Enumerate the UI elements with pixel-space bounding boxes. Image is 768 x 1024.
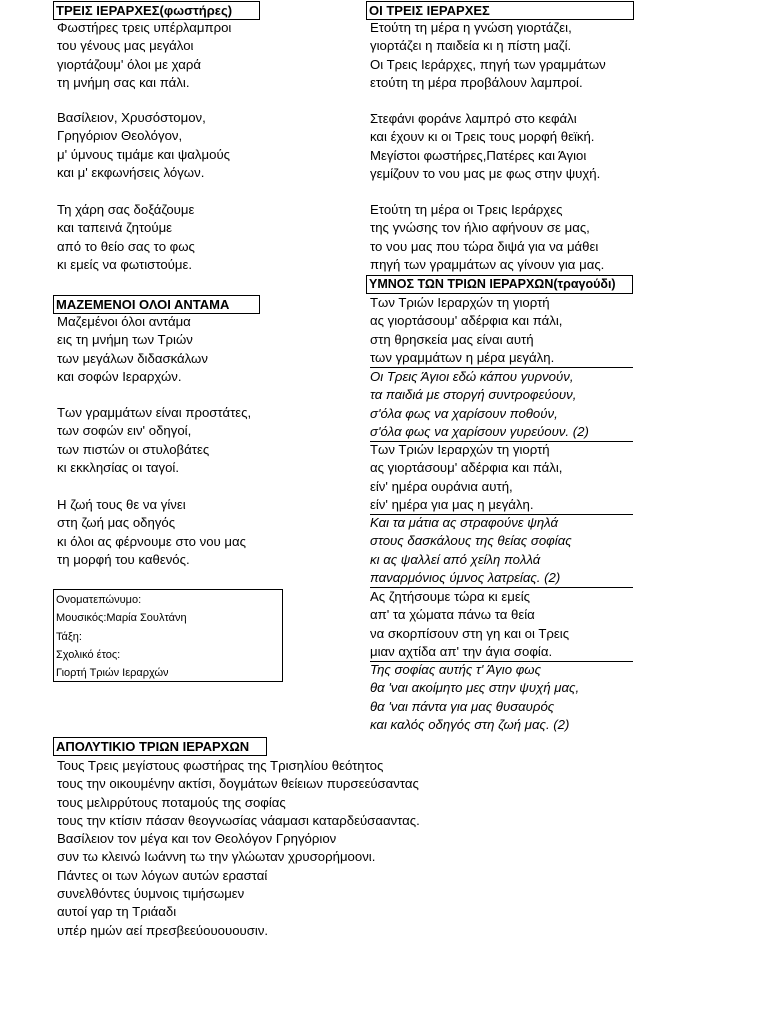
hymn-refrain-2	[370, 514, 633, 588]
verse-line: στη θρησκεία μας είναι αυτή	[370, 331, 534, 347]
verse-line: Γρηγόριον Θεολόγον,	[57, 128, 183, 144]
apolytikio-line: Πάντες οι των λόγων αυτών ερασταί	[57, 867, 268, 883]
verse-line: τη μορφή του καθενός.	[57, 551, 190, 567]
verse-line: Τη χάρη σας δοξάζουμε	[57, 202, 195, 217]
left-stanza-5	[57, 404, 251, 477]
verse-line: κι εμείς να φωτιστούμε.	[57, 256, 193, 272]
event-label: Γιορτή Τριών Ιεραρχών	[56, 667, 169, 680]
left-stanza-3	[57, 201, 195, 274]
verse-line: των μεγάλων διδασκάλων	[57, 350, 208, 366]
verse-line: κι όλοι ας φέρνουμε στο νου μας	[57, 533, 246, 549]
apolytikio-line: τους μελιρρύτους ποταμούς της σοφίας	[57, 794, 286, 810]
verse-line: απ' τα χώματα πάνω τα θεία	[370, 607, 535, 623]
verse-line: των πιστών οι στυλοβάτες	[57, 441, 210, 457]
title-ymnos-ton-trion-ierarxon: ΥΜΝΟΣ ΤΩΝ ΤΡΙΩΝ ΙΕΡΑΡΧΩΝ(τραγούδι)	[366, 275, 633, 294]
refrain-line: στους δασκάλους της θείας σοφίας	[370, 533, 572, 549]
left-stanza-1	[57, 19, 231, 92]
verse-line: πηγή των γραμμάτων ας γίνουν για μας.	[370, 256, 605, 272]
refrain-line: σ'όλα φως να χαρίσουν ποθούν,	[370, 405, 558, 421]
verse-line: Φωστήρες τρεις υπέρλαμπροι	[57, 20, 232, 35]
left-stanza-4	[57, 313, 208, 386]
hymn-refrain-3	[370, 661, 633, 734]
apolytikio-line: υπέρ ημών αεί πρεσβεεύουουουσιν.	[57, 922, 269, 938]
verse-line: ας γιορτάσουμ' αδέρφια και πάλι,	[370, 460, 563, 476]
verse-line: Η ζωή τους θε να γίνει	[57, 497, 186, 512]
verse-line: των γραμμάτων η μέρα μεγάλη.	[370, 349, 633, 368]
verse-line: Ας ζητήσουμε τώρα κι εμείς	[370, 589, 531, 604]
verse-line: είν' ημέρα ουράνια αυτή,	[370, 478, 513, 494]
verse-line: Μαζεμένοι όλοι αντάμα	[57, 314, 191, 329]
apolytikio-line: αυτοί γαρ τη Τριάαδι	[57, 904, 177, 920]
right-stanza-1	[370, 19, 606, 92]
verse-line: και ταπεινά ζητούμε	[57, 220, 173, 236]
verse-line: στη ζωή μας οδηγός	[57, 515, 176, 531]
verse-line: το νου μας που τώρα διψά για να μάθει	[370, 238, 599, 254]
verse-line: Μεγίστοι φωστήρες,Πατέρες και Άγιοι	[370, 147, 587, 163]
refrain-line: παναρμόνιος ύμνος λατρείας. (2)	[370, 569, 633, 588]
apolytikio-text	[57, 757, 420, 940]
student-info-box	[53, 589, 283, 682]
title-apolytikio: ΑΠΟΛΥΤΙΚΙΟ ΤΡΙΩΝ ΙΕΡΑΡΧΩΝ	[53, 737, 267, 756]
refrain-line: τα παιδιά με στοργή συντροφεύουν,	[370, 387, 577, 403]
verse-line: και έχουν κι οι Τρεις τους μορφή θεϊκή.	[370, 129, 595, 145]
refrain-line: Και τα μάτια ας στραφούνε ψηλά	[370, 515, 559, 530]
verse-line: ας γιορτάσουμ' αδέρφια και πάλι,	[370, 313, 563, 329]
hymn-refrain-1	[370, 368, 633, 442]
verse-line: Στεφάνι φοράνε λαμπρό στο κεφάλι	[370, 111, 577, 126]
verse-line: των σοφών ειν' οδηγοί,	[57, 423, 192, 439]
apolytikio-line: Βασίλειον τον μέγα και τον Θεολόγον Γρηγόριον	[57, 831, 337, 847]
title-mazemenoi-oloi-antama: ΜΑΖΕΜΕΝΟΙ ΟΛΟΙ ΑΝΤΑΜΑ	[53, 295, 260, 314]
title-oi-treis-ierarxes: ΟΙ ΤΡΕΙΣ ΙΕΡΑΡΧΕΣ	[366, 1, 634, 20]
verse-line: της γνώσης τον ήλιο αφήνουν σε μας,	[370, 220, 590, 236]
verse-line: τη μνήμη σας και πάλι.	[57, 74, 190, 90]
verse-line: του γένους μας μεγάλοι	[57, 38, 194, 54]
verse-line: Οι Τρεις Ιεράρχες, πηγή των γραμμάτων	[370, 56, 606, 72]
verse-line: εις τη μνήμη των Τριών	[57, 332, 193, 348]
verse-line: γιορτάζει η παιδεία κι η πίστη μαζί.	[370, 38, 572, 54]
refrain-line: Οι Τρεις Άγιοι εδώ κάπου γυρνούν,	[370, 369, 574, 384]
left-stanza-6	[57, 496, 246, 569]
hymn-verse-1	[370, 294, 633, 368]
verse-line: να σκορπίσουν στη γη και οι Τρεις	[370, 625, 570, 641]
apolytikio-line: συν τω κλεινώ Ιωάννη τω την γλώωταν χρυσορήμοονι.	[57, 849, 376, 865]
refrain-line: θα 'ναι πάντα για μας θυσαυρός	[370, 698, 555, 714]
verse-line: μ' ύμνους τιμάμε και ψαλμούς	[57, 146, 231, 162]
refrain-line: Της σοφίας αυτής τ' Άγιο φως	[370, 662, 541, 677]
apolytikio-line: τους την κτίσιν πάσαν θεογνωσίας νάαμασι καταρδεύσααντας.	[57, 812, 420, 828]
verse-line: κι εκκλησίας οι ταγοί.	[57, 459, 179, 475]
verse-line: γιορτάζουμ' όλοι με χαρά	[57, 56, 201, 72]
verse-line: και σοφών Ιεραρχών.	[57, 368, 182, 384]
refrain-line: σ'όλα φως να χαρίσουν γυρεύουν. (2)	[370, 423, 633, 442]
right-stanza-3	[370, 201, 604, 274]
verse-line: και μ' εκφωνήσεις λόγων.	[57, 164, 205, 180]
verse-line: Βασίλειον, Χρυσόστομον,	[57, 110, 206, 125]
verse-line: Των Τριών Ιεραρχών τη γιορτή	[370, 442, 550, 457]
refrain-line: θα 'ναι ακοίμητο μες στην ψυχή μας,	[370, 680, 580, 696]
refrain-line: και καλός οδηγός στη ζωή μας. (2)	[370, 716, 570, 732]
musician-label: Μουσικός:Μαρία Σουλτάνη	[56, 612, 187, 625]
refrain-line: κι ας ψαλλεί από χείλη πολλά	[370, 551, 541, 567]
verse-line: Των Τριών Ιεραρχών τη γιορτή	[370, 295, 550, 310]
class-field-label: Τάξη:	[56, 630, 82, 643]
verse-line: γεμίζουν το νου μας με φως στην ψυχή.	[370, 165, 601, 181]
apolytikio-line: Τους Τρεις μεγίστους φωστήρας της Τρισηλίου θεότητος	[57, 758, 384, 773]
apolytikio-line: τους την οικουμένην ακτίσι, δογμάτων θείειων πυρσεεύσαντας	[57, 776, 419, 792]
verse-line: Ετούτη τη μέρα οι Τρεις Ιεράρχες	[370, 202, 563, 217]
verse-line: Των γραμμάτων είναι προστάτες,	[57, 405, 252, 420]
verse-line: από το θείο σας το φως	[57, 238, 195, 254]
hymn-verse-3	[370, 588, 633, 662]
apolytikio-line: συνελθόντες ύυμνοις τιμήσωμεν	[57, 886, 245, 902]
verse-line: είν' ημέρα για μας η μεγάλη.	[370, 496, 633, 515]
verse-line: μιαν αχτίδα απ' την άγια σοφία.	[370, 643, 633, 662]
verse-line: ετούτη τη μέρα προβάλουν λαμπροί.	[370, 74, 583, 90]
right-stanza-2	[370, 110, 600, 183]
title-treis-ierarxes-fostires: ΤΡΕΙΣ ΙΕΡΑΡΧΕΣ(φωστήρες)	[53, 1, 260, 20]
left-stanza-2	[57, 109, 230, 182]
hymn-verse-2	[370, 441, 633, 515]
verse-line: Ετούτη τη μέρα η γνώση γιορτάζει,	[370, 20, 572, 35]
name-field-label: Ονοματεπώνυμο:	[56, 594, 142, 606]
school-year-label: Σχολικό έτος:	[56, 648, 121, 661]
